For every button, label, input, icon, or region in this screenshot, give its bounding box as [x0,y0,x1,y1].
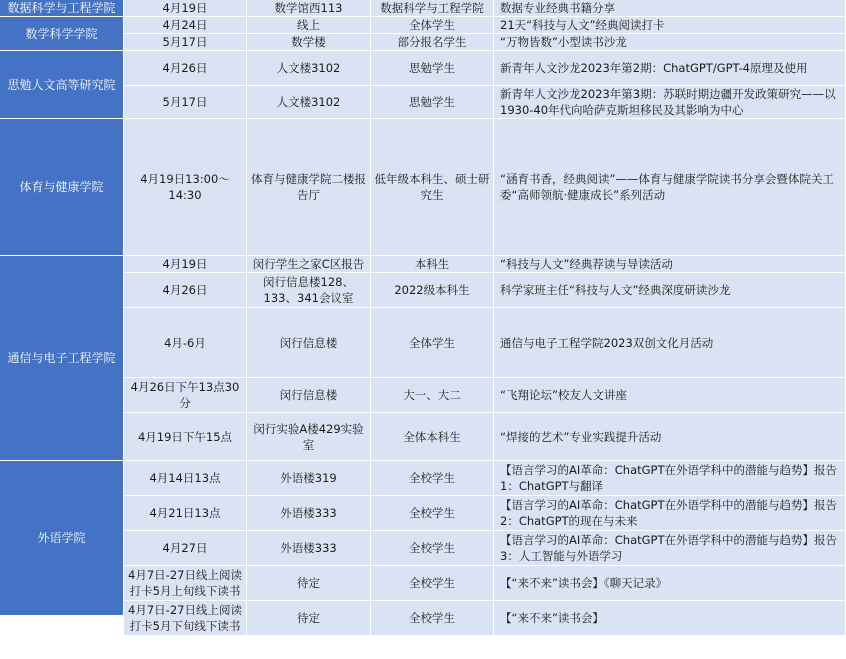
institution-cell: 通信与电子工程学院 [0,256,124,461]
date-cell: 4月26日 [124,273,247,308]
place-cell: 人文楼3102 [247,51,371,86]
institution-cell: 体育与健康学院 [0,119,124,256]
activity-cell: 21天“科技与人文”经典阅读打卡 [494,17,846,34]
place-cell: 闵行学生之家C区报告 [247,256,371,273]
activity-cell: 【“来不来”读书会】 [494,601,846,636]
place-cell: 数学馆西113 [247,0,371,17]
place-cell: 待定 [247,566,371,601]
date-cell: 4月19日下午15点 [124,413,247,461]
date-cell: 4月7日-27日线上阅读打卡5月上旬线下读书 [124,566,247,601]
place-cell: 闵行信息楼 [247,378,371,413]
audience-cell: 全体学生 [371,308,494,378]
activity-cell: “万物皆数”小型读书沙龙 [494,34,846,51]
place-cell: 闵行信息楼128、133、341会议室 [247,273,371,308]
audience-cell: 2022级本科生 [371,273,494,308]
activity-cell: 科学家班主任“科技与人文”经典深度研读沙龙 [494,273,846,308]
date-cell: 4月-6月 [124,308,247,378]
place-cell: 待定 [247,601,371,636]
activity-cell: 新青年人文沙龙2023年第2期：ChatGPT/GPT-4原理及使用 [494,51,846,86]
audience-cell: 低年级本科生、硕士研究生 [371,119,494,256]
audience-cell: 全校学生 [371,461,494,496]
audience-cell: 全体本科生 [371,413,494,461]
audience-cell: 思勉学生 [371,51,494,86]
institution-cell: 数据科学与工程学院 [0,0,124,17]
audience-cell: 大一、大二 [371,378,494,413]
activity-cell: 【语言学习的AI革命：ChatGPT在外语学科中的潜能与趋势】报告1：ChatGPT与翻译 [494,461,846,496]
date-cell: 4月24日 [124,17,247,34]
date-cell: 4月26日下午13点30分 [124,378,247,413]
activity-cell: 【“来不来”读书会】《聊天记录》 [494,566,846,601]
activity-cell: 通信与电子工程学院2023双创文化月活动 [494,308,846,378]
place-cell: 外语楼319 [247,461,371,496]
date-cell: 4月14日13点 [124,461,247,496]
date-cell: 5月17日 [124,34,247,51]
date-cell: 4月21日13点 [124,496,247,531]
place-cell: 人文楼3102 [247,86,371,119]
activity-cell: “飞翔论坛”校友人文讲座 [494,378,846,413]
place-cell: 线上 [247,17,371,34]
institution-cell: 思勉人文高等研究院 [0,51,124,119]
place-cell: 体育与健康学院二楼报告厅 [247,119,371,256]
audience-cell: 数据科学与工程学院 [371,0,494,17]
activity-cell: “涵育书香，经典阅读”——体育与健康学院读书分享会暨体院关工委“高师领航·健康成长”系列活动 [494,119,846,256]
place-cell: 数学楼 [247,34,371,51]
date-cell: 4月19日 [124,0,247,17]
date-cell: 5月17日 [124,86,247,119]
activity-cell: 【语言学习的AI革命：ChatGPT在外语学科中的潜能与趋势】报告3：人工智能与外语学习 [494,531,846,566]
audience-cell: 全校学生 [371,566,494,601]
audience-cell: 全校学生 [371,531,494,566]
date-cell: 4月19日 [124,256,247,273]
date-cell: 4月26日 [124,51,247,86]
date-cell: 4月19日13:00～14:30 [124,119,247,256]
activity-cell: 数据专业经典书籍分享 [494,0,846,17]
activity-cell: 【语言学习的AI革命：ChatGPT在外语学科中的潜能与趋势】报告2：ChatGPT的现在与未来 [494,496,846,531]
audience-cell: 部分报名学生 [371,34,494,51]
place-cell: 外语楼333 [247,496,371,531]
place-cell: 外语楼333 [247,531,371,566]
audience-cell: 全校学生 [371,496,494,531]
audience-cell: 全校学生 [371,601,494,636]
activity-cell: “焊接的艺术”专业实践提升活动 [494,413,846,461]
audience-cell: 全体学生 [371,17,494,34]
audience-cell: 本科生 [371,256,494,273]
place-cell: 闵行信息楼 [247,308,371,378]
date-cell: 4月7日-27日线上阅读打卡5月下旬线下读书 [124,601,247,636]
activity-cell: 新青年人文沙龙2023年第3期：苏联时期边疆开发政策研究——以1930-40年代向哈萨克斯坦移民及其影响为中心 [494,86,846,119]
institution-cell: 外语学院 [0,461,124,616]
date-cell: 4月27日 [124,531,247,566]
activity-cell: “科技与人文”经典荐读与导读活动 [494,256,846,273]
institution-cell: 数学科学学院 [0,17,124,51]
audience-cell: 思勉学生 [371,86,494,119]
place-cell: 闵行实验A楼429实验室 [247,413,371,461]
